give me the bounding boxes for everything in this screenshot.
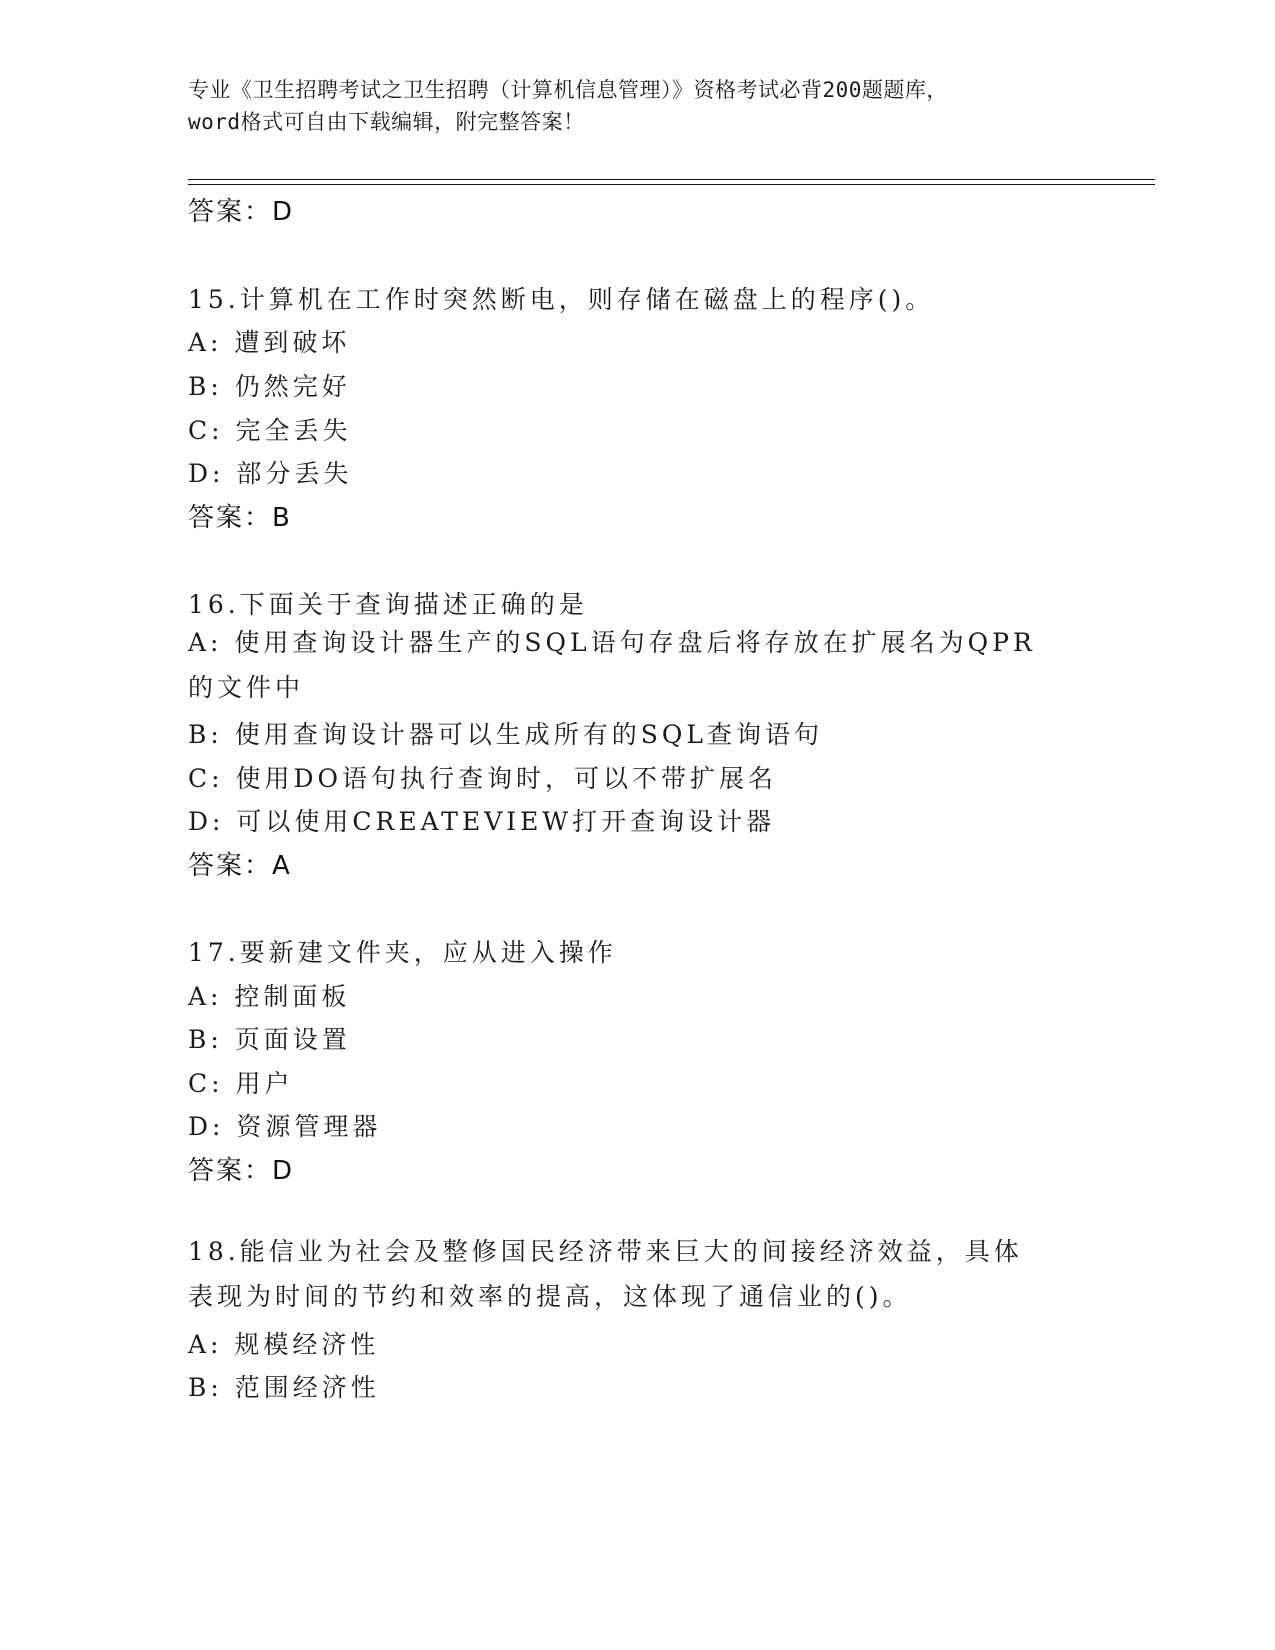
- option-b: B: 范围经济性: [188, 1373, 380, 1402]
- document-header: [188, 74, 1088, 138]
- option-b: B: 仍然完好: [188, 372, 351, 401]
- question-stem: 15.计算机在工作时突然断电，则存储在磁盘上的程序()。: [188, 285, 935, 314]
- previous-answer: 答案：D: [188, 197, 295, 227]
- header-divider-top: [188, 179, 1155, 180]
- question-stem: 18.能信业为社会及整修国民经济带来巨大的间接经济效益，具体表现为时间的节约和效率的提高，这体现了通信业的()。: [188, 1237, 1023, 1311]
- option-a: A: 规模经济性: [188, 1330, 380, 1359]
- question-stem: 17.要新建文件夹，应从进入操作: [188, 938, 617, 967]
- option-a: A: 使用查询设计器生产的SQL语句存盘后将存放在扩展名为QPR的文件中: [188, 628, 1036, 702]
- option-a: A: 控制面板: [188, 982, 351, 1011]
- option-c: C: 使用DO语句执行查询时，可以不带扩展名: [188, 764, 778, 793]
- option-c: C: 用户: [188, 1069, 294, 1098]
- option-b: B: 使用查询设计器可以生成所有的SQL查询语句: [188, 720, 823, 749]
- option-c: C: 完全丢失: [188, 416, 352, 445]
- answer-label: 答案：D: [188, 1156, 295, 1186]
- option-b: B: 页面设置: [188, 1025, 351, 1054]
- option-d: D: 可以使用CREATEVIEW打开查询设计器: [188, 807, 776, 836]
- answer-label: 答案：A: [188, 851, 292, 881]
- question-stem: 16.下面关于查询描述正确的是: [188, 590, 588, 619]
- option-a: A: 遭到破坏: [188, 328, 351, 357]
- answer-label: 答案：B: [188, 503, 292, 533]
- option-d: D: 资源管理器: [188, 1112, 382, 1141]
- option-d: D: 部分丢失: [188, 459, 353, 488]
- header-line-1: 专业《卫生招聘考试之卫生招聘（计算机信息管理）》资格考试必背200题题库，: [188, 78, 948, 102]
- header-divider-bottom: [188, 184, 1155, 185]
- header-line-2: word格式可自由下载编辑，附完整答案！: [188, 110, 585, 134]
